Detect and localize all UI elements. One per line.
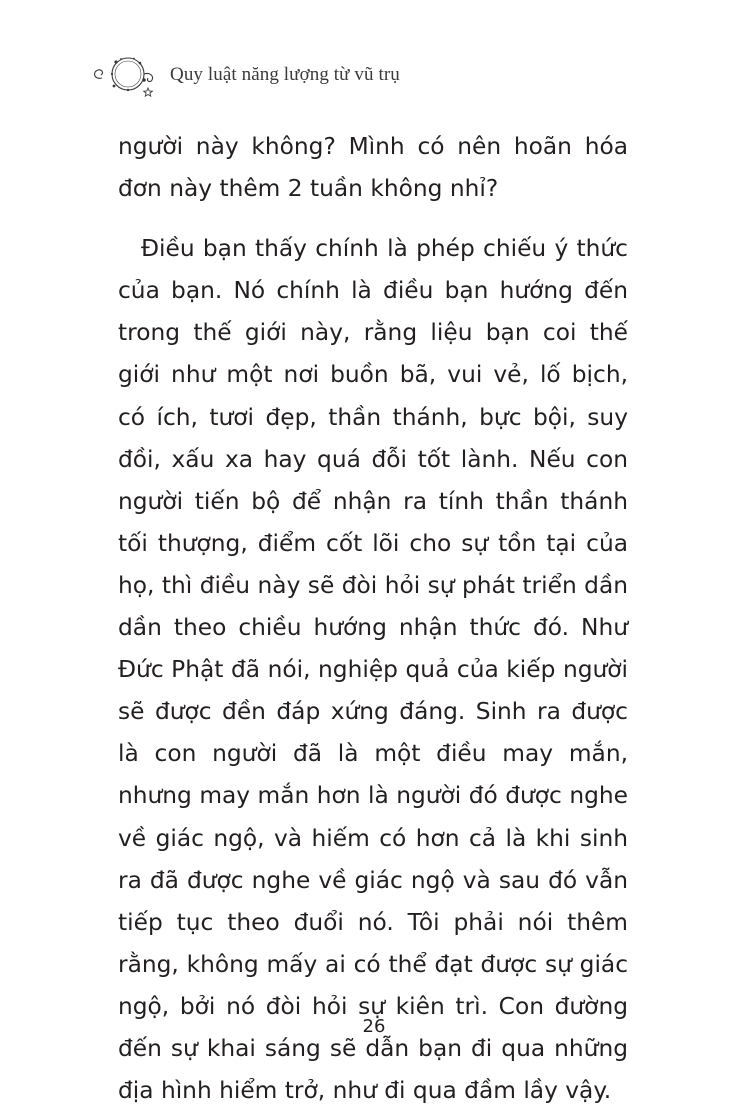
page-body bbox=[118, 126, 628, 1112]
page-number: 26 bbox=[362, 1016, 386, 1037]
paragraph: Điều bạn thấy chính là phép chiếu ý thức của bạn. Nó chính là điều bạn hướng đến trong thế giới này, rằng liệu bạn coi thế giới như một nơi buồn bã, vui vẻ, lố bịch, có ích, tươi đẹp, thần thánh, bực bội, suy đồi, xấu xa hay quá đỗi tốt lành. Nếu con người tiến bộ để nhận ra tính thần thánh tối thượng, điểm cốt lõi cho sự tồn tại của họ, thì điều này sẽ đòi hỏi sự phát triển dần dần theo chiều hướng nhận thức đó. Như Đức Phật đã nói, nghiệp quả của kiếp người sẽ được đền đáp xứng đáng. Sinh ra được là con người đã là một điều may mắn, nhưng may mắn hơn là người đó được nghe về giác ngộ, và hiếm có hơn cả là khi sinh ra đã được nghe về giác ngộ và sau đó vẫn tiếp tục theo đuổi nó. Tôi phải nói thêm rằng, không mấy ai có thể đạt được sự giác ngộ, bởi nó đòi hỏi sự kiên trì. Con đường đến sự khai sáng sẽ dẫn bạn đi qua những địa hình hiểm trở, như đi qua đầm lầy vậy. bbox=[118, 235, 628, 1105]
paragraph-continued: người này không? Mình có nên hoãn hóa đơn này thêm 2 tuần không nhỉ? bbox=[118, 133, 628, 203]
book-title: Quy luật năng lượng từ vũ trụ bbox=[170, 64, 400, 85]
celestial-circle-ornament-icon bbox=[88, 50, 164, 100]
running-header bbox=[88, 50, 400, 100]
